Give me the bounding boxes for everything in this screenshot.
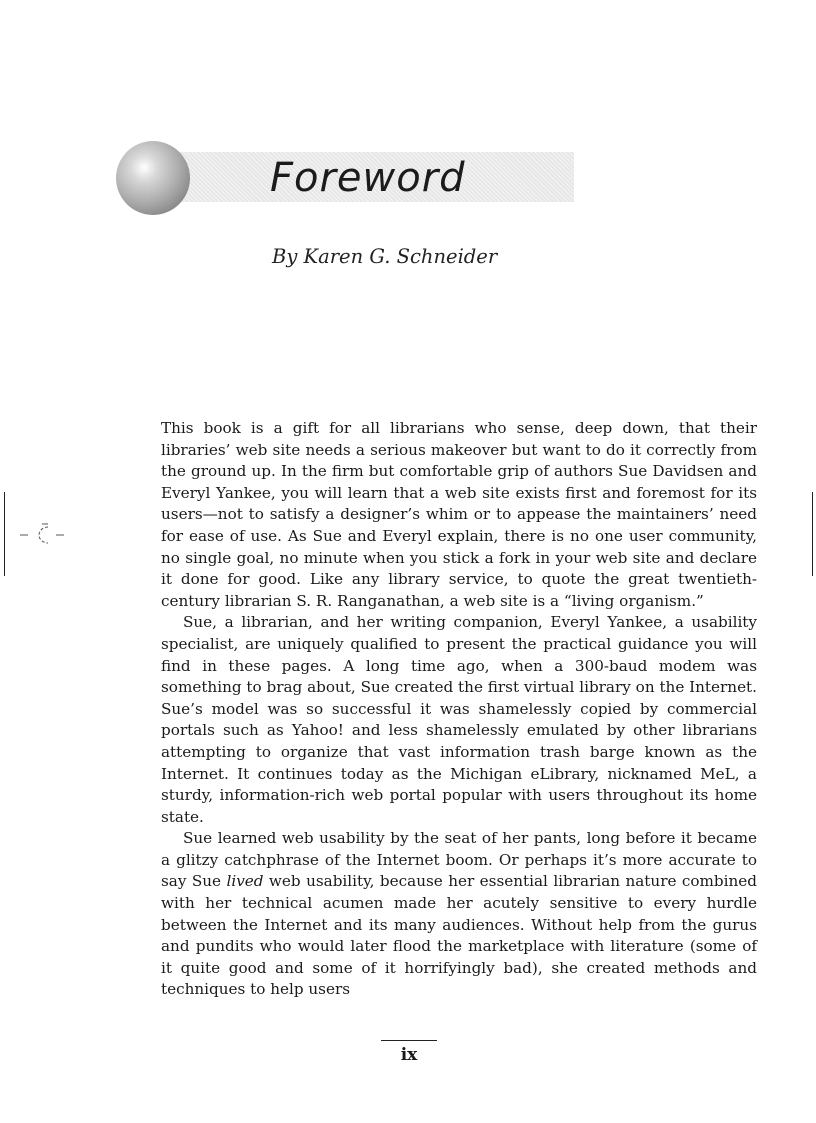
emphasized-word: lived <box>226 872 264 891</box>
body-paragraph <box>161 418 757 612</box>
registration-mark-icon <box>18 522 68 546</box>
page-number: ix <box>400 1045 418 1065</box>
paragraph-text: Sue learned web usability by the seat of her pants, long before it became a glitzy catchphrase of the Internet boom. Or perhaps it’s more accurate to say Sue <box>161 829 757 891</box>
paragraph-text: Sue, a librarian, and her writing companion, Everyl Yankee, a usability specialist, are uniquely qualified to present the practical guidance you will find in these pages. A long time ago, when a 300-baud modem was something to brag about, Sue created the first virtual library on the Internet. Sue’s model was so successful it was shamelessly copied by commercial portals such as Yahoo! and less shamelessly emulated by other librarians attempting to organize that vast information trash barge known as the Internet. It continues today as the Michigan eLibrary, nicknamed MeL, a sturdy, information-rich web portal popular with users throughout its home state. <box>161 613 757 826</box>
body-paragraph <box>161 828 757 1001</box>
footer-rule <box>381 1040 437 1041</box>
chapter-byline: By Karen G. Schneider <box>272 245 498 268</box>
paragraph-text: This book is a gift for all librarians who sense, deep down, that their libraries’ web site needs a serious makeover but want to do it correctly from the ground up. In the firm but comfortable grip of authors Sue Davidsen and Everyl Yankee, you will learn that a web site exists first and foremost for its users—not to satisfy a designer’s whim or to appease the maintainers’ need for ease of use. As Sue and Everyl explain, there is no one user community, no single goal, no minute when you stick a fork in your web site and declare it done for good. Like any library service, to quote the great twentieth-century librarian S. R. Ranganathan, a web site is a “living organism.” <box>161 419 757 610</box>
body-paragraph <box>161 612 757 828</box>
foreword-body <box>161 418 757 1001</box>
page-trim-line-right <box>812 492 813 576</box>
title-sphere-ornament <box>116 141 190 215</box>
page-trim-line-left <box>4 492 5 576</box>
paragraph-text: web usability, because her essential librarian nature combined with her technical acumen made her acutely sensitive to every hurdle between the Internet and its many audiences. Without help from the gurus and pundits who would later flood the marketplace with literature (some of it quite good and some of it horrifyingly bad), she created methods and techniques to help users <box>161 872 757 999</box>
chapter-title: Foreword <box>270 155 466 201</box>
